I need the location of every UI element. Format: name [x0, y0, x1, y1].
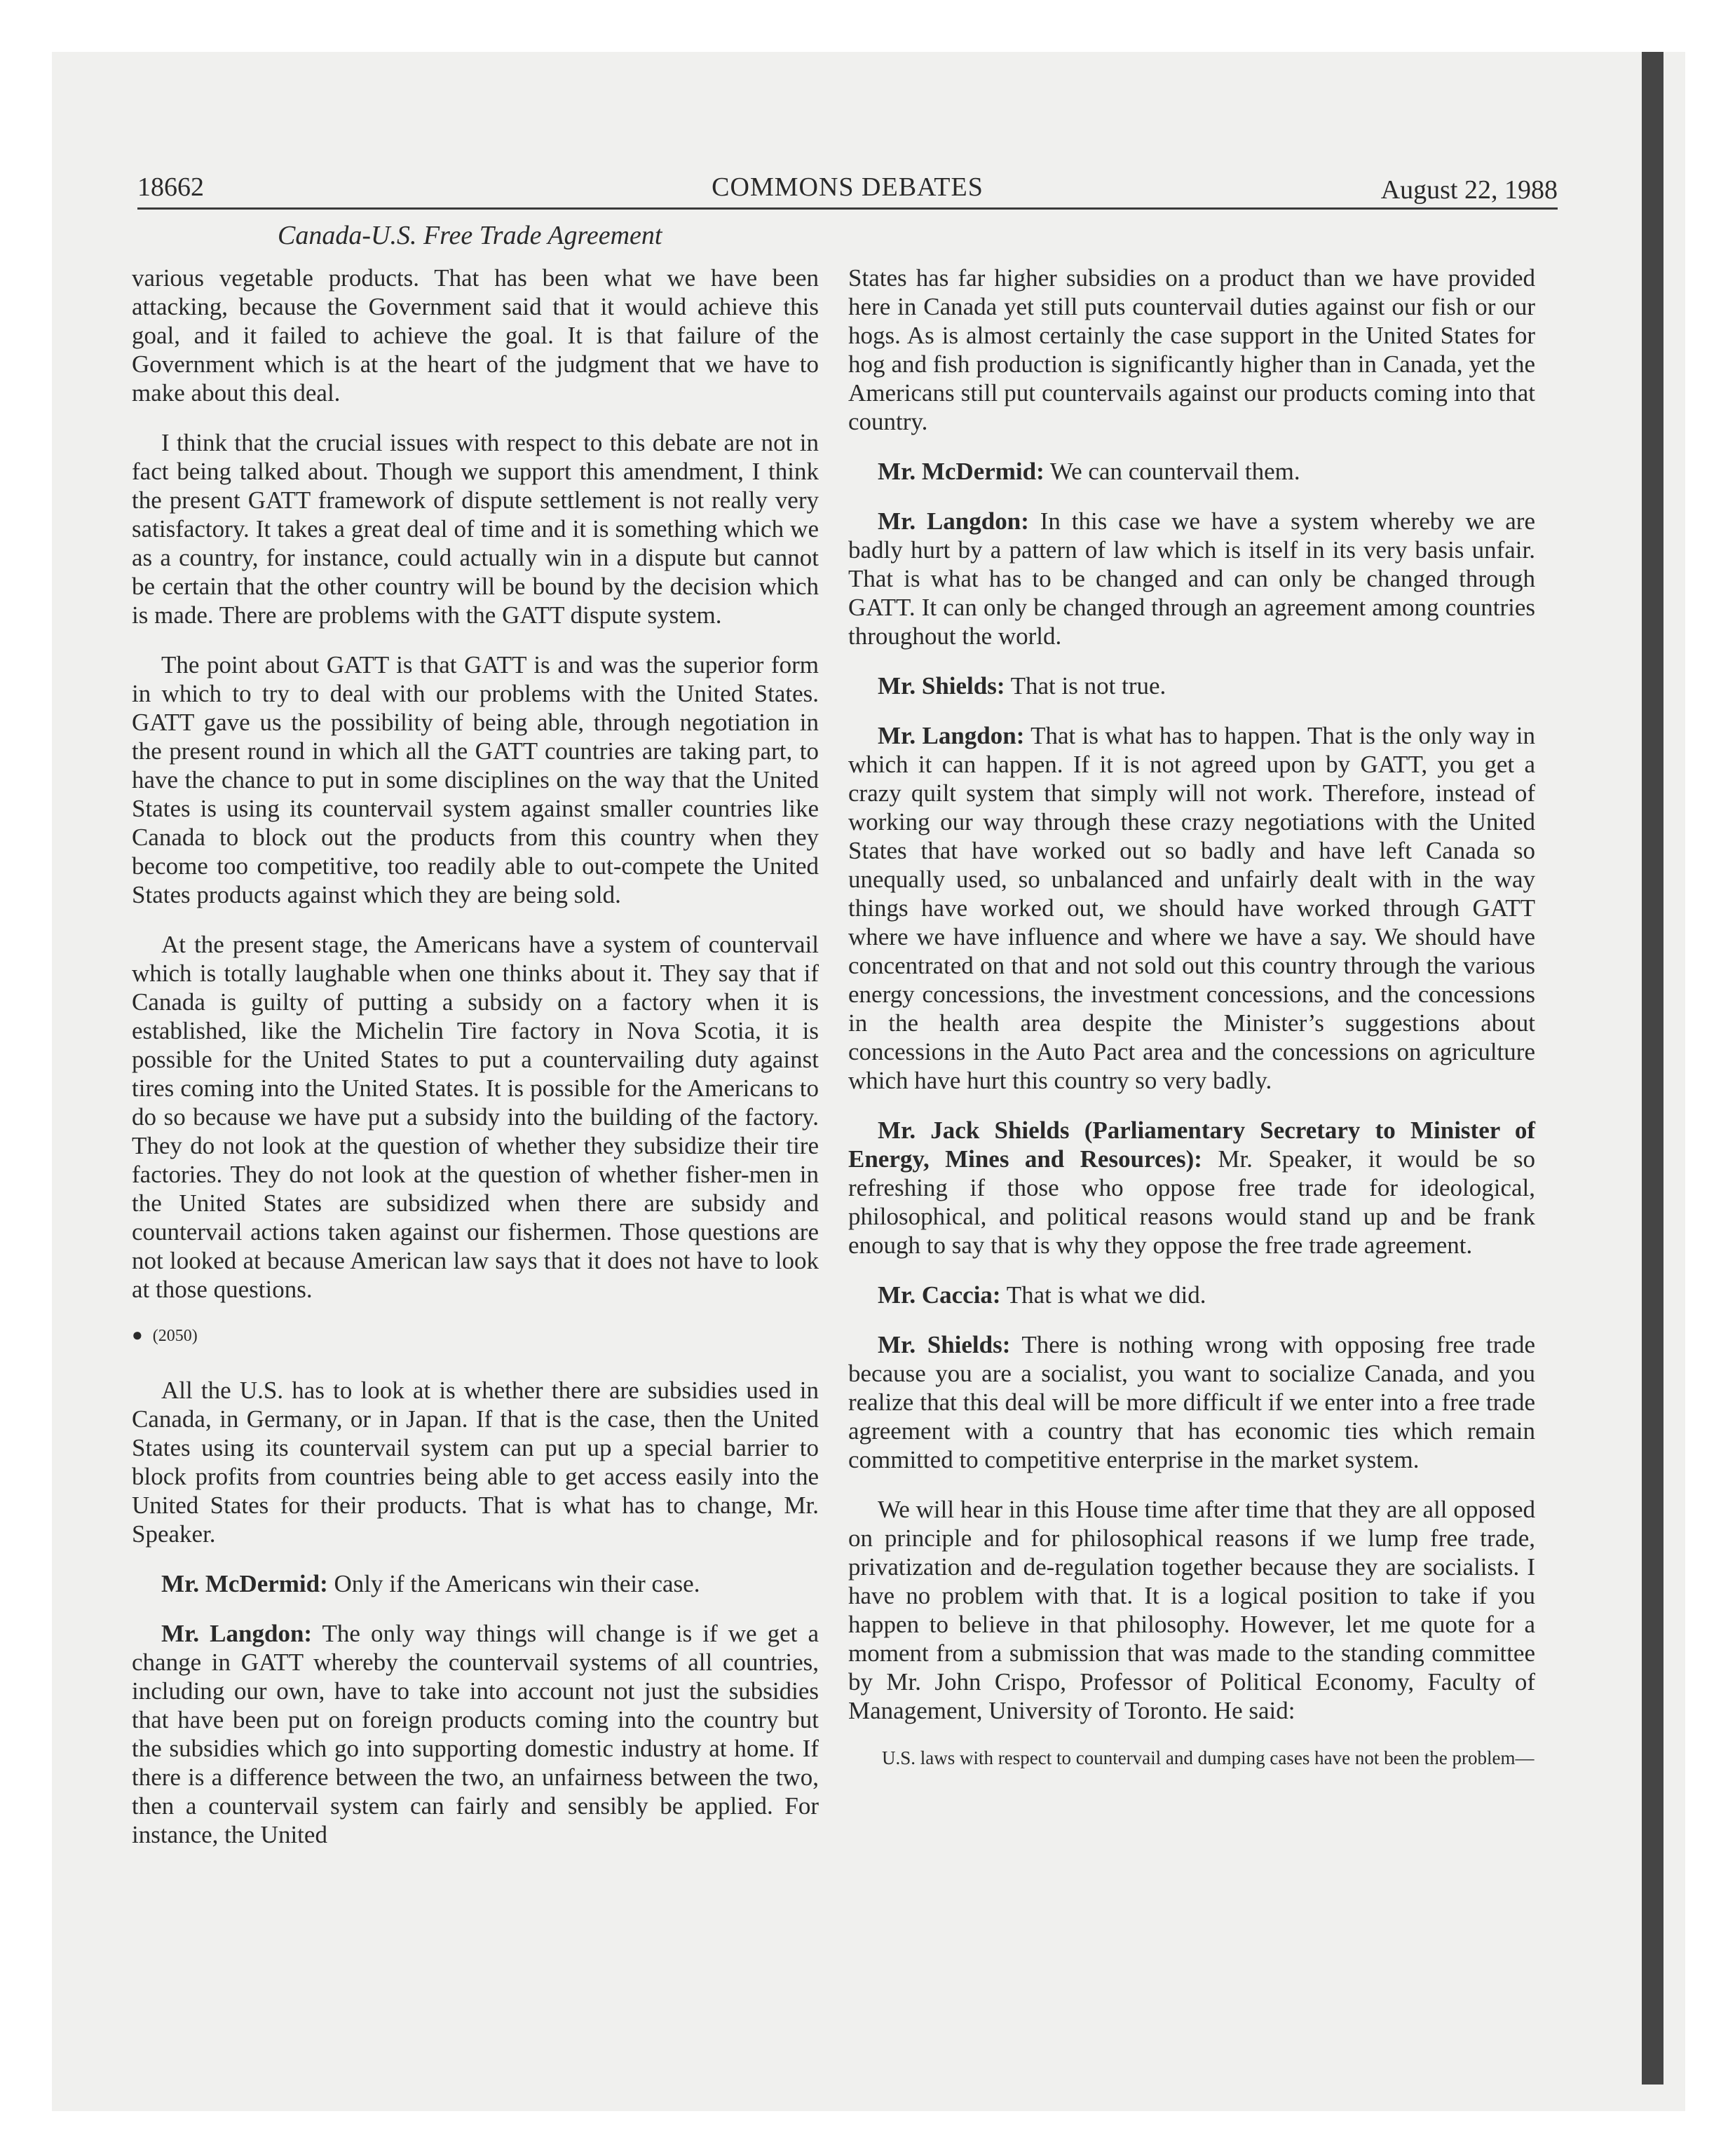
time-marker: [132, 1325, 819, 1346]
bullet-icon: ●: [132, 1325, 143, 1345]
paragraph: States has far higher subsidies on a product than we have provided here in Canada yet still puts countervail duties against our fish or our hogs. As is almost certainly the case support in the United States for hog and fish production is significantly higher than in Canada, yet the Americans still put countervails against our products coming into that country.: [848, 264, 1535, 435]
paragraph: We will hear in this House time after time that they are all opposed on principle and for philosophical reasons if we lump free trade, privatization and de-regulation together because they are socialists. I have no problem with that. It is a logical position to take if you happen to believe in that philosophy. However, let me quote for a moment from a submission that was made to the standing committee by Mr. John Crispo, Professor of Political Economy, Faculty of Management, University of Toronto. He said:: [848, 1496, 1535, 1724]
speech-text: That is what has to happen. That is the only way in which it can happen. If it is not agreed upon by GATT, you get a crazy quilt system that simply will not work. Therefore, instead of working our way through these crazy negotiations with the United States that have worked out so badly and have left Canada so unequally used, so unbalanced and unfairly dealt with in the way things have worked out, we should have worked through GATT where we have influence and where we have a say. We should have concentrated on that and not sold out this country through the various energy concessions, the investment concessions, and the concessions in the health area despite the Minister’s suggestions about concessions in the Auto Pact area and the concessions on agriculture which have hurt this country so very badly.: [848, 722, 1535, 1094]
speech-text: The only way things will change is if we get a change in GATT whereby the countervail systems of all countries, including our own, have to take into account not just the subsidies that have been put on foreign products coming into the country but the subsidies which go into supporting domestic industry at home. If there is a difference between the two, an unfairness between the two, then a countervail system can fairly and sensibly be applied. For instance, the United: [132, 1620, 819, 1848]
speech: [848, 507, 1535, 650]
speech: [132, 1619, 819, 1849]
speaker-name: Mr. Shields:: [878, 1331, 1011, 1358]
speech: [848, 1330, 1535, 1474]
block-quote: U.S. laws with respect to countervail and dumping cases have not been the problem—: [882, 1747, 1535, 1768]
speech: [848, 1281, 1535, 1309]
paragraph: various vegetable products. That has been what we have been attacking, because the Government said that it would achieve this goal, and it failed to achieve the goal. It is that failure of the Government which is at the heart of the judgment that we have to make about this deal.: [132, 264, 819, 407]
scan-edge-shadow: [1642, 52, 1663, 2085]
speech-text: There is nothing wrong with opposing free trade because you are a socialist, you want to socialize Canada, and you realize that this deal will be more difficult if we enter into a free trade agreement with a country that has economic ties which remain committed to competitive enterprise in the market system.: [848, 1331, 1535, 1473]
paragraph: I think that the crucial issues with respect to this debate are not in fact being talked about. Though we support this amendment, I think the present GATT framework of dispute settlement is not really very satisfactory. It takes a great deal of time and it is something which we as a country, for instance, could actually win in a dispute but cannot be certain that the other country will be bound by the decision which is made. There are problems with the GATT dispute system.: [132, 429, 819, 629]
time-marker-text: (2050): [152, 1327, 198, 1345]
speech-text: That is what we did.: [1000, 1281, 1206, 1309]
speaker-name: Mr. Langdon:: [161, 1620, 313, 1647]
speaker-name: Mr. McDermid:: [161, 1570, 328, 1597]
speaker-name: Mr. Shields:: [878, 672, 1005, 700]
paragraph: All the U.S. has to look at is whether there are subsidies used in Canada, in Germany, or in Japan. If that is the case, then the United States using its countervail system can put up a special barrier to block profits from countries being able to get access easily into the United States for their products. That is what has to change, Mr. Speaker.: [132, 1377, 819, 1548]
subject-heading: Canada-U.S. Free Trade Agreement: [278, 221, 662, 250]
paragraph: At the present stage, the Americans have a system of countervail which is totally laughable when one thinks about it. They say that if Canada is guilty of putting a subsidy on a factory when it is established, like the Michelin Tire factory in Nova Scotia, it is possible for the United States to put a countervailing duty against tires coming into the United States. It is possible for the Americans to do so because we have put a subsidy into the building of the factory. They do not look at the question of whether they subsidize their tire factories. They do not look at the question of whether fisher-men in the United States are subsidized when there are subsidy and countervail actions taken against our fishermen. Those questions are not looked at because American law says that it does not have to look at those questions.: [132, 931, 819, 1303]
page-number: 18662: [137, 172, 204, 202]
speech-text: In this case we have a system whereby we are badly hurt by a pattern of law which is itself in its very basis unfair. That is what has to be changed and can only be changed through GATT. It can only be changed through an agreement among countries throughout the world.: [848, 507, 1535, 650]
speech: [132, 1569, 819, 1598]
left-column: [132, 264, 819, 1870]
speaker-name: Mr. Jack Shields (Parliamentary Secretary to Minister of Energy, Mines and Resources):: [848, 1117, 1535, 1173]
speaker-name: Mr. Langdon:: [878, 507, 1029, 535]
speaker-name: Mr. McDermid:: [878, 458, 1045, 485]
speech: [848, 721, 1535, 1095]
header-date: August 22, 1988: [1380, 175, 1558, 205]
speech: [848, 457, 1535, 486]
speech-text: That is not true.: [1005, 672, 1166, 700]
right-column: [848, 264, 1535, 1770]
speech-text: Only if the Americans win their case.: [327, 1570, 700, 1597]
publication-title: COMMONS DEBATES: [712, 172, 984, 202]
speech: [848, 671, 1535, 700]
paragraph: The point about GATT is that GATT is and was the superior form in which to try to deal with our problems with the United States. GATT gave us the possibility of being able, through negotiation in the present round in which all the GATT countries are taking part, to have the chance to put in some disciplines on the way that the United States is using its countervail system against smaller countries like Canada to block out the products from this country when they become too competitive, too readily able to out-compete the United States products against which they are being sold.: [132, 651, 819, 908]
speech: [848, 1116, 1535, 1260]
speaker-name: Mr. Langdon:: [878, 722, 1025, 749]
speaker-name: Mr. Caccia:: [878, 1281, 1001, 1309]
speech-text: Mr. Speaker, it would be so refreshing if those who oppose free trade for ideological, philosophical, and political reasons would stand up and be frank enough to say that is why they oppose the free trade agreement.: [848, 1145, 1535, 1259]
speech-text: We can countervail them.: [1044, 458, 1300, 485]
running-header: [137, 167, 1558, 210]
